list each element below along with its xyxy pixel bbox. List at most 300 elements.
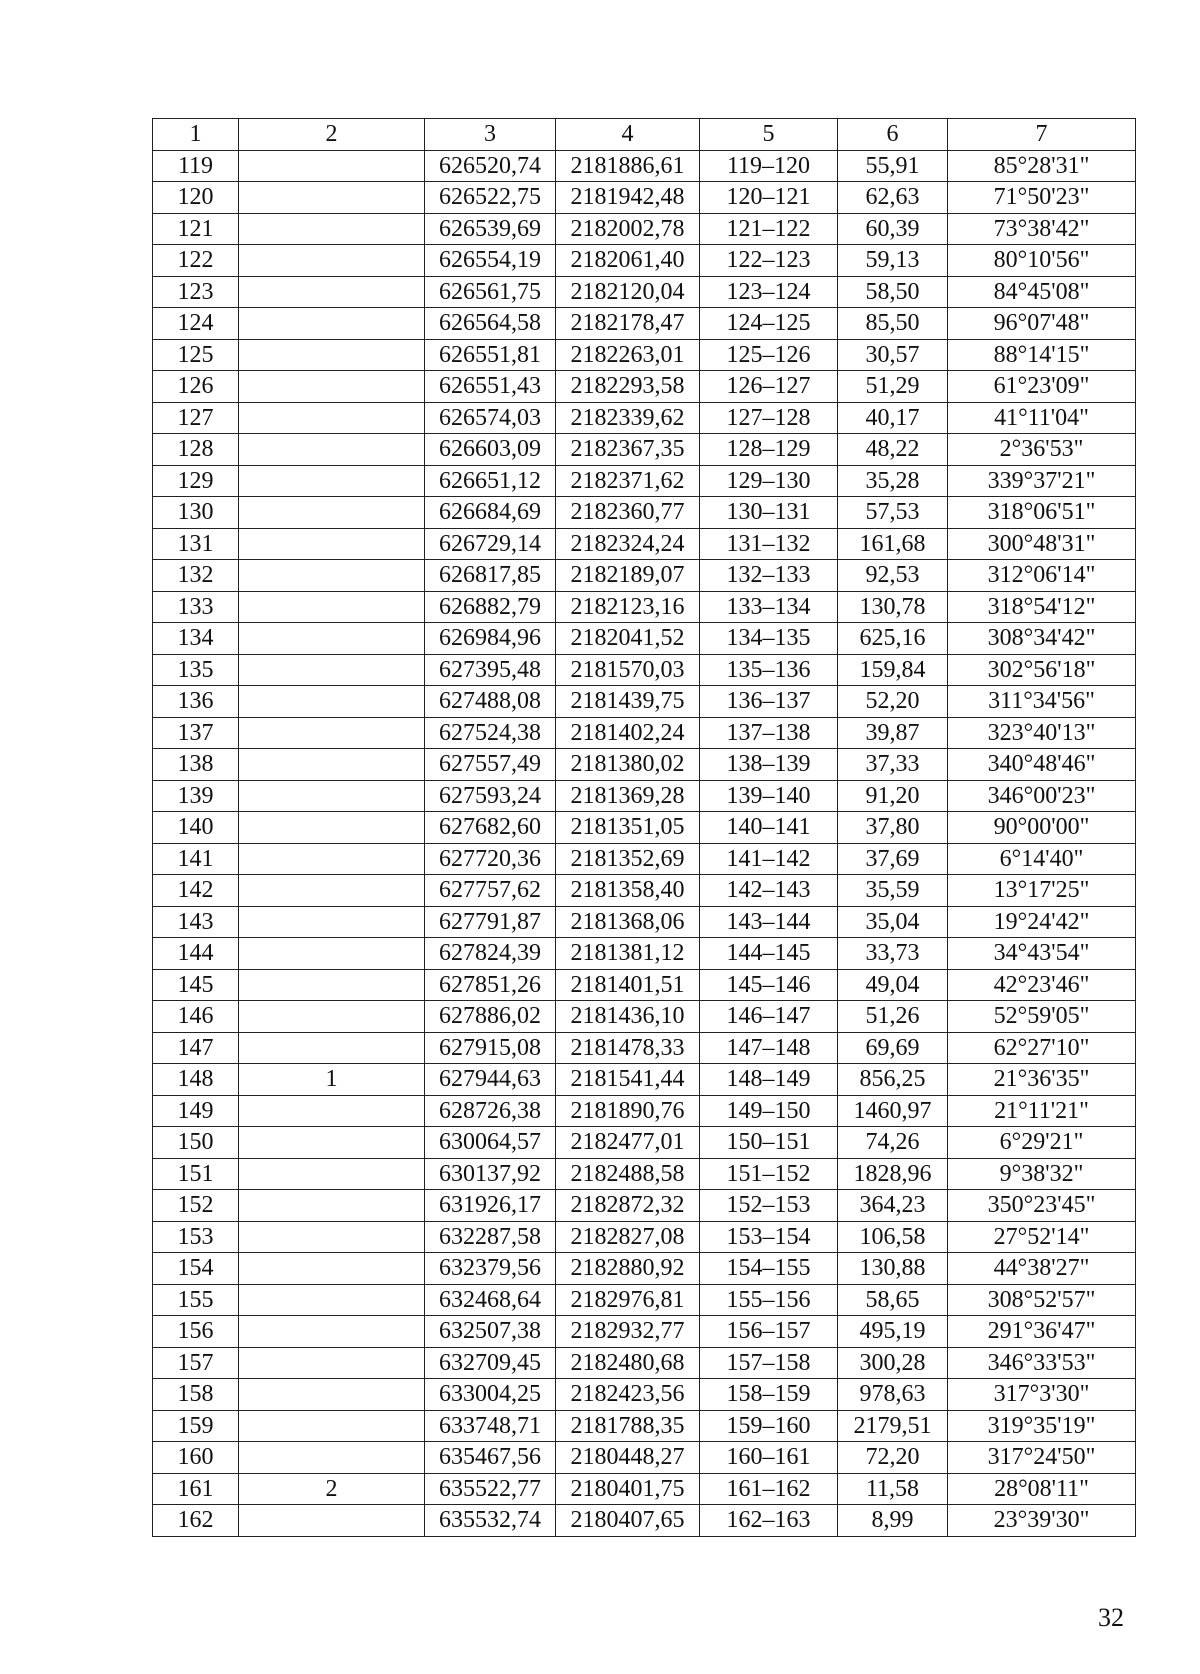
y-coordinate-cell: 2182477,01 [556, 1127, 700, 1159]
distance-cell: 91,20 [838, 780, 948, 812]
x-coordinate-cell: 626551,43 [425, 371, 556, 403]
section-number-cell [239, 465, 425, 497]
point-number-cell: 122 [153, 245, 239, 277]
section-number-cell [239, 780, 425, 812]
distance-cell: 37,69 [838, 843, 948, 875]
y-coordinate-cell: 2182423,56 [556, 1379, 700, 1411]
section-number-cell [239, 623, 425, 655]
x-coordinate-cell: 627915,08 [425, 1032, 556, 1064]
segment-cell: 160–161 [700, 1442, 838, 1474]
section-number-cell [239, 1190, 425, 1222]
bearing-angle-cell: 317°24'50" [948, 1442, 1136, 1474]
bearing-angle-cell: 319°35'19" [948, 1410, 1136, 1442]
distance-cell: 85,50 [838, 308, 948, 340]
distance-cell: 364,23 [838, 1190, 948, 1222]
bearing-angle-cell: 84°45'08" [948, 276, 1136, 308]
point-number-cell: 158 [153, 1379, 239, 1411]
table-row [153, 1505, 1136, 1537]
y-coordinate-cell: 2182120,04 [556, 276, 700, 308]
table-row [153, 686, 1136, 718]
table-row [153, 1127, 1136, 1159]
bearing-angle-cell: 21°11'21" [948, 1095, 1136, 1127]
x-coordinate-cell: 626651,12 [425, 465, 556, 497]
bearing-angle-cell: 34°43'54" [948, 938, 1136, 970]
bearing-angle-cell: 71°50'23" [948, 182, 1136, 214]
section-number-cell [239, 1347, 425, 1379]
table-row [153, 434, 1136, 466]
y-coordinate-cell: 2182339,62 [556, 402, 700, 434]
bearing-angle-cell: 308°34'42" [948, 623, 1136, 655]
table-row [153, 402, 1136, 434]
table-row [153, 1316, 1136, 1348]
point-number-cell: 137 [153, 717, 239, 749]
column-header: 5 [700, 119, 838, 151]
x-coordinate-cell: 627395,48 [425, 654, 556, 686]
x-coordinate-cell: 626817,85 [425, 560, 556, 592]
distance-cell: 8,99 [838, 1505, 948, 1537]
table-header-row [153, 119, 1136, 151]
y-coordinate-cell: 2182178,47 [556, 308, 700, 340]
section-number-cell [239, 560, 425, 592]
bearing-angle-cell: 90°00'00" [948, 812, 1136, 844]
distance-cell: 11,58 [838, 1473, 948, 1505]
segment-cell: 124–125 [700, 308, 838, 340]
column-header: 2 [239, 119, 425, 151]
section-number-cell: 2 [239, 1473, 425, 1505]
y-coordinate-cell: 2182827,08 [556, 1221, 700, 1253]
x-coordinate-cell: 626520,74 [425, 150, 556, 182]
distance-cell: 161,68 [838, 528, 948, 560]
x-coordinate-cell: 626729,14 [425, 528, 556, 560]
x-coordinate-cell: 632507,38 [425, 1316, 556, 1348]
x-coordinate-cell: 631926,17 [425, 1190, 556, 1222]
point-number-cell: 160 [153, 1442, 239, 1474]
bearing-angle-cell: 61°23'09" [948, 371, 1136, 403]
point-number-cell: 124 [153, 308, 239, 340]
point-number-cell: 128 [153, 434, 239, 466]
table-row [153, 1190, 1136, 1222]
bearing-angle-cell: 318°06'51" [948, 497, 1136, 529]
point-number-cell: 142 [153, 875, 239, 907]
x-coordinate-cell: 630064,57 [425, 1127, 556, 1159]
section-number-cell [239, 308, 425, 340]
section-number-cell [239, 1284, 425, 1316]
bearing-angle-cell: 308°52'57" [948, 1284, 1136, 1316]
distance-cell: 495,19 [838, 1316, 948, 1348]
bearing-angle-cell: 350°23'45" [948, 1190, 1136, 1222]
y-coordinate-cell: 2181352,69 [556, 843, 700, 875]
x-coordinate-cell: 627944,63 [425, 1064, 556, 1096]
segment-cell: 123–124 [700, 276, 838, 308]
point-number-cell: 134 [153, 623, 239, 655]
segment-cell: 141–142 [700, 843, 838, 875]
y-coordinate-cell: 2181478,33 [556, 1032, 700, 1064]
table-row [153, 1001, 1136, 1033]
column-header: 7 [948, 119, 1136, 151]
y-coordinate-cell: 2182480,68 [556, 1347, 700, 1379]
segment-cell: 136–137 [700, 686, 838, 718]
section-number-cell [239, 1158, 425, 1190]
distance-cell: 51,26 [838, 1001, 948, 1033]
table-row [153, 465, 1136, 497]
table-row [153, 276, 1136, 308]
table-row [153, 875, 1136, 907]
distance-cell: 72,20 [838, 1442, 948, 1474]
y-coordinate-cell: 2181358,40 [556, 875, 700, 907]
segment-cell: 134–135 [700, 623, 838, 655]
x-coordinate-cell: 626561,75 [425, 276, 556, 308]
bearing-angle-cell: 291°36'47" [948, 1316, 1136, 1348]
distance-cell: 59,13 [838, 245, 948, 277]
section-number-cell [239, 686, 425, 718]
distance-cell: 55,91 [838, 150, 948, 182]
bearing-angle-cell: 23°39'30" [948, 1505, 1136, 1537]
y-coordinate-cell: 2181402,24 [556, 717, 700, 749]
section-number-cell [239, 1505, 425, 1537]
x-coordinate-cell: 635532,74 [425, 1505, 556, 1537]
distance-cell: 300,28 [838, 1347, 948, 1379]
point-number-cell: 141 [153, 843, 239, 875]
segment-cell: 159–160 [700, 1410, 838, 1442]
section-number-cell [239, 339, 425, 371]
table-row [153, 654, 1136, 686]
point-number-cell: 129 [153, 465, 239, 497]
distance-cell: 69,69 [838, 1032, 948, 1064]
table-row [153, 308, 1136, 340]
y-coordinate-cell: 2182123,16 [556, 591, 700, 623]
y-coordinate-cell: 2180407,65 [556, 1505, 700, 1537]
segment-cell: 131–132 [700, 528, 838, 560]
distance-cell: 2179,51 [838, 1410, 948, 1442]
x-coordinate-cell: 632468,64 [425, 1284, 556, 1316]
segment-cell: 122–123 [700, 245, 838, 277]
y-coordinate-cell: 2182263,01 [556, 339, 700, 371]
section-number-cell [239, 749, 425, 781]
distance-cell: 978,63 [838, 1379, 948, 1411]
section-number-cell [239, 875, 425, 907]
distance-cell: 39,87 [838, 717, 948, 749]
segment-cell: 139–140 [700, 780, 838, 812]
x-coordinate-cell: 627851,26 [425, 969, 556, 1001]
segment-cell: 119–120 [700, 150, 838, 182]
segment-cell: 138–139 [700, 749, 838, 781]
point-number-cell: 135 [153, 654, 239, 686]
x-coordinate-cell: 627791,87 [425, 906, 556, 938]
section-number-cell [239, 1001, 425, 1033]
x-coordinate-cell: 626574,03 [425, 402, 556, 434]
y-coordinate-cell: 2182367,35 [556, 434, 700, 466]
bearing-angle-cell: 318°54'12" [948, 591, 1136, 623]
column-header: 3 [425, 119, 556, 151]
section-number-cell [239, 906, 425, 938]
distance-cell: 106,58 [838, 1221, 948, 1253]
x-coordinate-cell: 626603,09 [425, 434, 556, 466]
table-row [153, 182, 1136, 214]
x-coordinate-cell: 627682,60 [425, 812, 556, 844]
point-number-cell: 119 [153, 150, 239, 182]
table-row [153, 1347, 1136, 1379]
section-number-cell [239, 812, 425, 844]
y-coordinate-cell: 2181541,44 [556, 1064, 700, 1096]
bearing-angle-cell: 80°10'56" [948, 245, 1136, 277]
x-coordinate-cell: 626984,96 [425, 623, 556, 655]
section-number-cell [239, 1410, 425, 1442]
point-number-cell: 132 [153, 560, 239, 592]
point-number-cell: 151 [153, 1158, 239, 1190]
distance-cell: 52,20 [838, 686, 948, 718]
x-coordinate-cell: 633004,25 [425, 1379, 556, 1411]
x-coordinate-cell: 627757,62 [425, 875, 556, 907]
distance-cell: 37,33 [838, 749, 948, 781]
section-number-cell [239, 1253, 425, 1285]
x-coordinate-cell: 627824,39 [425, 938, 556, 970]
y-coordinate-cell: 2181439,75 [556, 686, 700, 718]
section-number-cell [239, 654, 425, 686]
bearing-angle-cell: 317°3'30" [948, 1379, 1136, 1411]
segment-cell: 137–138 [700, 717, 838, 749]
section-number-cell [239, 497, 425, 529]
distance-cell: 35,59 [838, 875, 948, 907]
point-number-cell: 120 [153, 182, 239, 214]
y-coordinate-cell: 2182371,62 [556, 465, 700, 497]
y-coordinate-cell: 2182932,77 [556, 1316, 700, 1348]
section-number-cell [239, 150, 425, 182]
bearing-angle-cell: 311°34'56" [948, 686, 1136, 718]
y-coordinate-cell: 2181788,35 [556, 1410, 700, 1442]
point-number-cell: 143 [153, 906, 239, 938]
section-number-cell [239, 717, 425, 749]
point-number-cell: 139 [153, 780, 239, 812]
x-coordinate-cell: 626564,58 [425, 308, 556, 340]
distance-cell: 856,25 [838, 1064, 948, 1096]
x-coordinate-cell: 626522,75 [425, 182, 556, 214]
bearing-angle-cell: 300°48'31" [948, 528, 1136, 560]
distance-cell: 35,04 [838, 906, 948, 938]
point-number-cell: 162 [153, 1505, 239, 1537]
table-row [153, 749, 1136, 781]
point-number-cell: 149 [153, 1095, 239, 1127]
x-coordinate-cell: 635522,77 [425, 1473, 556, 1505]
table-row [153, 1064, 1136, 1096]
distance-cell: 37,80 [838, 812, 948, 844]
point-number-cell: 148 [153, 1064, 239, 1096]
bearing-angle-cell: 73°38'42" [948, 213, 1136, 245]
table-row [153, 371, 1136, 403]
segment-cell: 148–149 [700, 1064, 838, 1096]
section-number-cell [239, 245, 425, 277]
section-number-cell: 1 [239, 1064, 425, 1096]
table-row [153, 560, 1136, 592]
distance-cell: 49,04 [838, 969, 948, 1001]
segment-cell: 135–136 [700, 654, 838, 686]
point-number-cell: 144 [153, 938, 239, 970]
segment-cell: 127–128 [700, 402, 838, 434]
x-coordinate-cell: 626684,69 [425, 497, 556, 529]
x-coordinate-cell: 626539,69 [425, 213, 556, 245]
segment-cell: 132–133 [700, 560, 838, 592]
section-number-cell [239, 1095, 425, 1127]
y-coordinate-cell: 2181368,06 [556, 906, 700, 938]
bearing-angle-cell: 6°14'40" [948, 843, 1136, 875]
section-number-cell [239, 434, 425, 466]
section-number-cell [239, 938, 425, 970]
segment-cell: 130–131 [700, 497, 838, 529]
section-number-cell [239, 1316, 425, 1348]
point-number-cell: 123 [153, 276, 239, 308]
table-row [153, 591, 1136, 623]
section-number-cell [239, 1442, 425, 1474]
table-row [153, 1442, 1136, 1474]
table-body [153, 150, 1136, 1536]
segment-cell: 153–154 [700, 1221, 838, 1253]
segment-cell: 154–155 [700, 1253, 838, 1285]
bearing-angle-cell: 9°38'32" [948, 1158, 1136, 1190]
y-coordinate-cell: 2181890,76 [556, 1095, 700, 1127]
point-number-cell: 147 [153, 1032, 239, 1064]
segment-cell: 144–145 [700, 938, 838, 970]
point-number-cell: 145 [153, 969, 239, 1001]
table-row [153, 623, 1136, 655]
bearing-angle-cell: 346°00'23" [948, 780, 1136, 812]
point-number-cell: 153 [153, 1221, 239, 1253]
bearing-angle-cell: 346°33'53" [948, 1347, 1136, 1379]
x-coordinate-cell: 627524,38 [425, 717, 556, 749]
distance-cell: 40,17 [838, 402, 948, 434]
section-number-cell [239, 1032, 425, 1064]
point-number-cell: 152 [153, 1190, 239, 1222]
y-coordinate-cell: 2181369,28 [556, 780, 700, 812]
coordinates-table [152, 118, 1136, 1537]
section-number-cell [239, 843, 425, 875]
bearing-angle-cell: 323°40'13" [948, 717, 1136, 749]
bearing-angle-cell: 96°07'48" [948, 308, 1136, 340]
segment-cell: 156–157 [700, 1316, 838, 1348]
section-number-cell [239, 371, 425, 403]
y-coordinate-cell: 2182488,58 [556, 1158, 700, 1190]
table-row [153, 339, 1136, 371]
x-coordinate-cell: 632379,56 [425, 1253, 556, 1285]
point-number-cell: 156 [153, 1316, 239, 1348]
y-coordinate-cell: 2181351,05 [556, 812, 700, 844]
distance-cell: 1460,97 [838, 1095, 948, 1127]
segment-cell: 162–163 [700, 1505, 838, 1537]
x-coordinate-cell: 628726,38 [425, 1095, 556, 1127]
y-coordinate-cell: 2180448,27 [556, 1442, 700, 1474]
distance-cell: 35,28 [838, 465, 948, 497]
y-coordinate-cell: 2180401,75 [556, 1473, 700, 1505]
table-row [153, 969, 1136, 1001]
y-coordinate-cell: 2182002,78 [556, 213, 700, 245]
table-row [153, 245, 1136, 277]
bearing-angle-cell: 13°17'25" [948, 875, 1136, 907]
distance-cell: 625,16 [838, 623, 948, 655]
bearing-angle-cell: 339°37'21" [948, 465, 1136, 497]
table-row [153, 812, 1136, 844]
y-coordinate-cell: 2182324,24 [556, 528, 700, 560]
y-coordinate-cell: 2181380,02 [556, 749, 700, 781]
distance-cell: 62,63 [838, 182, 948, 214]
x-coordinate-cell: 626554,19 [425, 245, 556, 277]
bearing-angle-cell: 2°36'53" [948, 434, 1136, 466]
bearing-angle-cell: 6°29'21" [948, 1127, 1136, 1159]
point-number-cell: 125 [153, 339, 239, 371]
section-number-cell [239, 276, 425, 308]
bearing-angle-cell: 21°36'35" [948, 1064, 1136, 1096]
segment-cell: 152–153 [700, 1190, 838, 1222]
segment-cell: 128–129 [700, 434, 838, 466]
y-coordinate-cell: 2181570,03 [556, 654, 700, 686]
distance-cell: 74,26 [838, 1127, 948, 1159]
segment-cell: 142–143 [700, 875, 838, 907]
bearing-angle-cell: 62°27'10" [948, 1032, 1136, 1064]
point-number-cell: 150 [153, 1127, 239, 1159]
section-number-cell [239, 1379, 425, 1411]
point-number-cell: 161 [153, 1473, 239, 1505]
y-coordinate-cell: 2182360,77 [556, 497, 700, 529]
segment-cell: 125–126 [700, 339, 838, 371]
distance-cell: 30,57 [838, 339, 948, 371]
table-row [153, 528, 1136, 560]
distance-cell: 92,53 [838, 560, 948, 592]
distance-cell: 1828,96 [838, 1158, 948, 1190]
distance-cell: 57,53 [838, 497, 948, 529]
y-coordinate-cell: 2182189,07 [556, 560, 700, 592]
x-coordinate-cell: 627720,36 [425, 843, 556, 875]
distance-cell: 58,50 [838, 276, 948, 308]
y-coordinate-cell: 2181886,61 [556, 150, 700, 182]
table-row [153, 1095, 1136, 1127]
point-number-cell: 140 [153, 812, 239, 844]
x-coordinate-cell: 626882,79 [425, 591, 556, 623]
bearing-angle-cell: 44°38'27" [948, 1253, 1136, 1285]
distance-cell: 130,88 [838, 1253, 948, 1285]
segment-cell: 157–158 [700, 1347, 838, 1379]
column-header: 1 [153, 119, 239, 151]
table-row [153, 780, 1136, 812]
y-coordinate-cell: 2182872,32 [556, 1190, 700, 1222]
x-coordinate-cell: 632287,58 [425, 1221, 556, 1253]
point-number-cell: 159 [153, 1410, 239, 1442]
bearing-angle-cell: 27°52'14" [948, 1221, 1136, 1253]
segment-cell: 121–122 [700, 213, 838, 245]
bearing-angle-cell: 41°11'04" [948, 402, 1136, 434]
table-row [153, 906, 1136, 938]
bearing-angle-cell: 88°14'15" [948, 339, 1136, 371]
point-number-cell: 154 [153, 1253, 239, 1285]
distance-cell: 48,22 [838, 434, 948, 466]
point-number-cell: 126 [153, 371, 239, 403]
table-row [153, 843, 1136, 875]
y-coordinate-cell: 2181381,12 [556, 938, 700, 970]
bearing-angle-cell: 52°59'05" [948, 1001, 1136, 1033]
section-number-cell [239, 182, 425, 214]
segment-cell: 140–141 [700, 812, 838, 844]
y-coordinate-cell: 2182041,52 [556, 623, 700, 655]
segment-cell: 133–134 [700, 591, 838, 623]
segment-cell: 129–130 [700, 465, 838, 497]
table-row [153, 1284, 1136, 1316]
point-number-cell: 130 [153, 497, 239, 529]
x-coordinate-cell: 627886,02 [425, 1001, 556, 1033]
point-number-cell: 157 [153, 1347, 239, 1379]
segment-cell: 149–150 [700, 1095, 838, 1127]
distance-cell: 33,73 [838, 938, 948, 970]
table-row [153, 717, 1136, 749]
table-row [153, 497, 1136, 529]
table-row [153, 1410, 1136, 1442]
point-number-cell: 127 [153, 402, 239, 434]
page-number: 32 [1098, 1603, 1124, 1632]
